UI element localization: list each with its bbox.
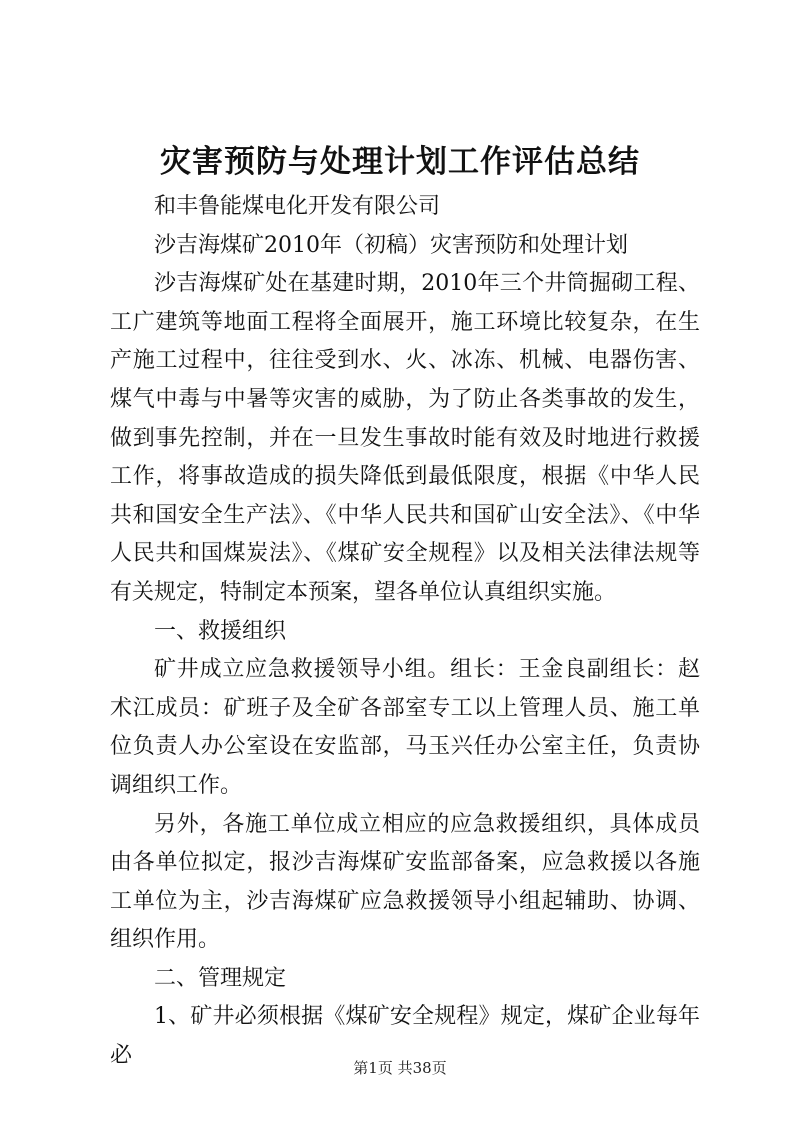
paragraph-plan-title: 沙吉海煤矿2010年（初稿）灾害预防和处理计划 xyxy=(154,232,628,258)
paragraph-rescue-team: 矿井成立应急救援领导小组。组长：王金良副组长：赵术江成员：矿班子及全矿各部室专工以上管理人员、施工单位负责人办公室设在安监部，马玉兴任办公室主任，负责协调组织工作。 xyxy=(110,657,700,798)
paragraph-company: 和丰鲁能煤电化开发有限公司 xyxy=(154,194,441,219)
paragraph-intro: 沙吉海煤矿处在基建时期，2010年三个井筒掘砌工程、工广建筑等地面工程将全面展开，施工环境比较复杂，在生产施工过程中，往往受到水、火、冰冻、机械、电器伤害、煤气中毒与中暑等灾害的威胁，为了防止各类事故的发生，做到事先控制，并在一旦发生事故时能有效及时地进行救援工作，将事故造成的损失降低到最低限度，根据《中华人民共和国安全生产法》、《中华人民共和国矿山安全法》、《中华人民共和国煤炭法》、《煤矿安全规程》以及相关法律法规等有关规定，特制定本预案，望各单位认真组织实施。 xyxy=(110,271,700,605)
section-heading-management-rules: 二、管理规定 xyxy=(154,965,287,991)
section-heading-rescue-organization: 一、救援组织 xyxy=(154,618,287,644)
page-number-footer: 第1页 共38页 xyxy=(353,1059,447,1077)
paragraph-contractor-teams: 另外，各施工单位成立相应的应急救援组织，具体成员由各单位拟定，报沙吉海煤矿安监部备案，应急救援以各施工单位为主，沙吉海煤矿应急救援领导小组起辅助、协调、组织作用。 xyxy=(110,811,700,953)
paragraph-rule-1: 1、矿井必须根据《煤矿安全规程》规定，煤矿企业每年必 xyxy=(110,1004,700,1069)
document-body xyxy=(110,188,700,1076)
document-title: 灾害预防与处理计划工作评估总结 xyxy=(160,144,640,180)
